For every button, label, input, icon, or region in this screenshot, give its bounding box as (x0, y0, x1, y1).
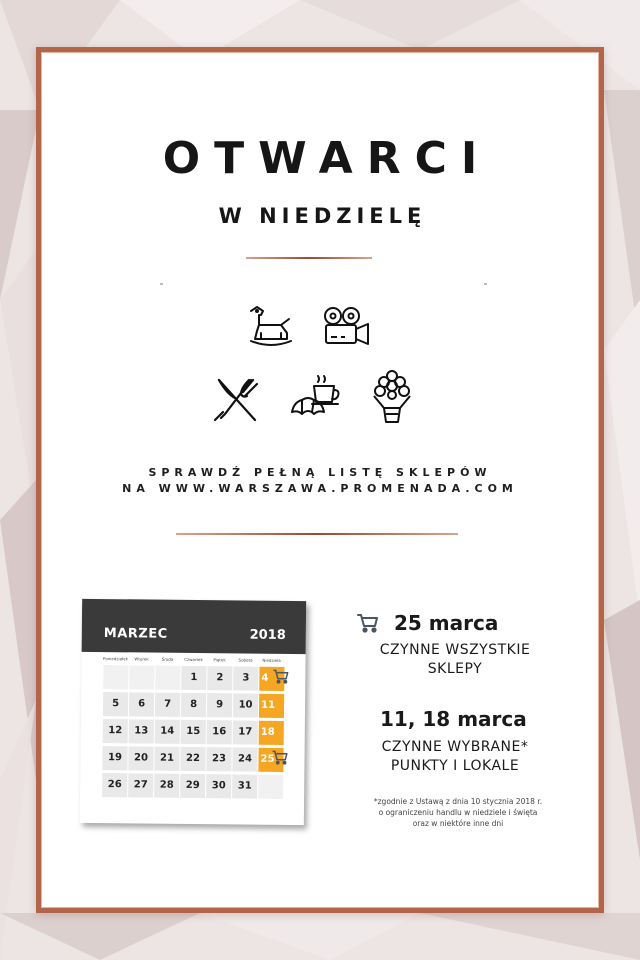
footnote-line-2: o ograniczeniu handlu w niedziele i święta (378, 808, 538, 817)
rocking-horse-icon (247, 303, 295, 351)
calendar-day: 16 (207, 720, 232, 744)
calendar-day: 31 (232, 774, 257, 798)
selected-open-line-2: PUNKTY I LOKALE (390, 758, 520, 774)
calendar-day-sunday: 11 (259, 694, 284, 718)
calendar (80, 599, 306, 825)
calendar-day-name: Wtorek (134, 656, 149, 662)
calendar-day: 5 (103, 692, 128, 716)
poster-title: OTWARCI (162, 133, 492, 184)
decor-dot (484, 283, 487, 285)
calendar-day-sunday: 25 (258, 748, 283, 772)
all-shops-open-line-1: CZYNNE WSZYSTKIE (379, 642, 531, 658)
calendar-day: 28 (154, 774, 179, 798)
calendar-day: 24 (232, 747, 257, 771)
coffee-croissant-icon (290, 372, 344, 420)
calendar-day: 26 (102, 773, 127, 797)
shopping-cart-icon (357, 613, 379, 633)
calendar-day: 3 (233, 666, 258, 690)
calendar-day: 20 (128, 746, 153, 770)
calendar-day (103, 665, 128, 689)
date-all-shops: 25 marca (394, 611, 499, 635)
calendar-header (82, 599, 307, 654)
selected-open-line-1: CZYNNE WYBRANE* (381, 739, 529, 755)
shopping-cart-icon (271, 750, 288, 769)
footnote-line-3: oraz w niektóre inne dni (412, 819, 504, 828)
calendar-year: 2018 (249, 627, 286, 643)
calendar-day: 9 (207, 693, 232, 717)
middle-divider (176, 533, 458, 535)
cta-line-1: SPRAWDŹ PEŁNĄ LISTĘ SKLEPÓW (148, 466, 492, 479)
calendar-day: 7 (155, 693, 180, 717)
calendar-day: 22 (180, 747, 205, 771)
calendar-day-name: Poniedziałek (103, 656, 129, 662)
calendar-day-name: Środa (161, 656, 174, 662)
calendar-day: 12 (103, 719, 128, 743)
calendar-day: 10 (233, 693, 258, 717)
calendar-day: 30 (206, 774, 231, 798)
date-selected-shops: 11, 18 marca (380, 707, 527, 731)
calendar-day: 6 (129, 692, 154, 716)
shopping-cart-icon (272, 669, 289, 688)
top-divider (246, 257, 372, 259)
calendar-day-name: Niedziela (262, 657, 281, 663)
cta-website-link[interactable]: NA WWW.WARSZAWA.PROMENADA.COM (122, 482, 518, 495)
calendar-day (129, 665, 154, 689)
footnote-line-1: *zgodnie z Ustawą z dnia 10 stycznia 2018 r. (373, 797, 543, 806)
film-projector-icon (322, 305, 372, 349)
cutlery-icon (213, 376, 261, 424)
calendar-day-name: Czwartek (184, 656, 203, 663)
calendar-month: MARZEC (103, 626, 168, 642)
calendar-day: 23 (206, 747, 231, 771)
calendar-day: 8 (181, 693, 206, 717)
calendar-day: 21 (154, 747, 179, 771)
calendar-day: 17 (233, 720, 258, 744)
decor-dot (160, 283, 163, 285)
calendar-day: 14 (155, 720, 180, 744)
flower-bouquet-icon (370, 368, 414, 424)
footnote (345, 796, 571, 829)
poster-subtitle: W NIEDZIELĘ (218, 204, 427, 228)
all-shops-open-line-2: SKLEPY (427, 661, 483, 677)
calendar-day-sunday: 4 (259, 667, 284, 691)
calendar-day-sunday: 18 (259, 721, 284, 745)
calendar-day: 27 (128, 773, 153, 797)
calendar-day: 2 (207, 666, 232, 690)
calendar-day (155, 666, 180, 690)
calendar-day: 19 (102, 746, 127, 770)
calendar-day (258, 775, 283, 799)
calendar-day-name: Sobota (238, 657, 253, 663)
calendar-day: 15 (181, 720, 206, 744)
calendar-day: 29 (180, 774, 205, 798)
calendar-day: 1 (181, 666, 206, 690)
calendar-day: 13 (129, 719, 154, 743)
calendar-day-name: Piątek (213, 657, 226, 663)
